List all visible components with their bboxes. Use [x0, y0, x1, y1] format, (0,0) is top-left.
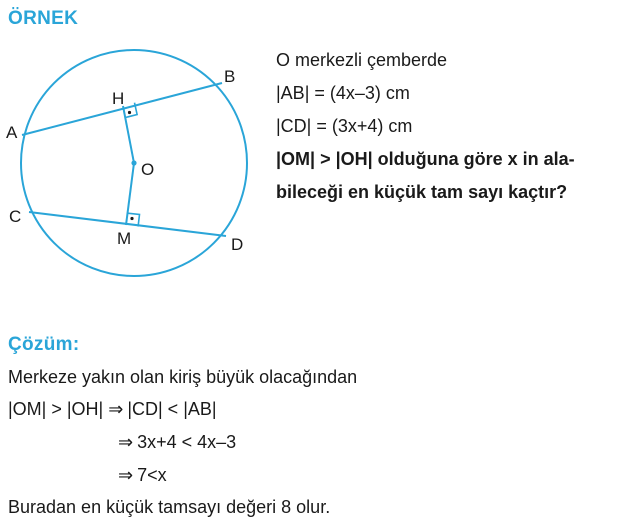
- right-angle-h: [126, 103, 138, 118]
- solution-line-1: Merkeze yakın olan kiriş büyük olacağından: [8, 367, 358, 387]
- center-point-o: [131, 160, 136, 165]
- label-a: A: [6, 123, 18, 142]
- step-3-text: 7<x: [137, 465, 167, 485]
- solution-step-2: [118, 431, 236, 453]
- implies-arrow-icon: ⇒: [118, 465, 134, 485]
- label-b: B: [224, 67, 236, 86]
- label-m: M: [117, 229, 132, 248]
- implies-arrow-icon: ⇒: [118, 432, 134, 452]
- step-1-left: |OM| > |OH|: [8, 399, 104, 419]
- step-2-text: 3x+4 < 4x–3: [137, 432, 237, 452]
- label-d: D: [231, 235, 244, 254]
- solution-step-1: [8, 398, 217, 420]
- problem-question-2: bileceği en küçük tam sayı kaçtır?: [276, 182, 568, 202]
- solution-conclusion: Buradan en küçük tamsayı değeri 8 olur.: [8, 497, 331, 517]
- problem-statement: [276, 44, 575, 209]
- segment-oh: [123, 106, 134, 163]
- problem-line-1: O merkezli çemberde: [276, 50, 448, 70]
- label-c: C: [9, 207, 22, 226]
- example-heading: ÖRNEK: [8, 8, 79, 29]
- circle-figure: [0, 28, 270, 303]
- right-angle-h-dot: [128, 111, 131, 114]
- problem-question-1: |OM| > |OH| olduğuna göre x in ala-: [276, 149, 575, 169]
- problem-line-cd: |CD| = (3x+4) cm: [276, 116, 413, 136]
- step-1-right: |CD| < |AB|: [127, 399, 217, 419]
- solution-step-3: [118, 464, 167, 486]
- solution-heading: Çözüm:: [8, 334, 80, 355]
- label-o: O: [141, 160, 155, 179]
- segment-om: [126, 163, 134, 225]
- problem-line-ab: |AB| = (4x–3) cm: [276, 83, 410, 103]
- label-h: H: [112, 89, 125, 108]
- right-angle-m-dot: [130, 217, 133, 220]
- implies-arrow-icon: ⇒: [108, 399, 124, 419]
